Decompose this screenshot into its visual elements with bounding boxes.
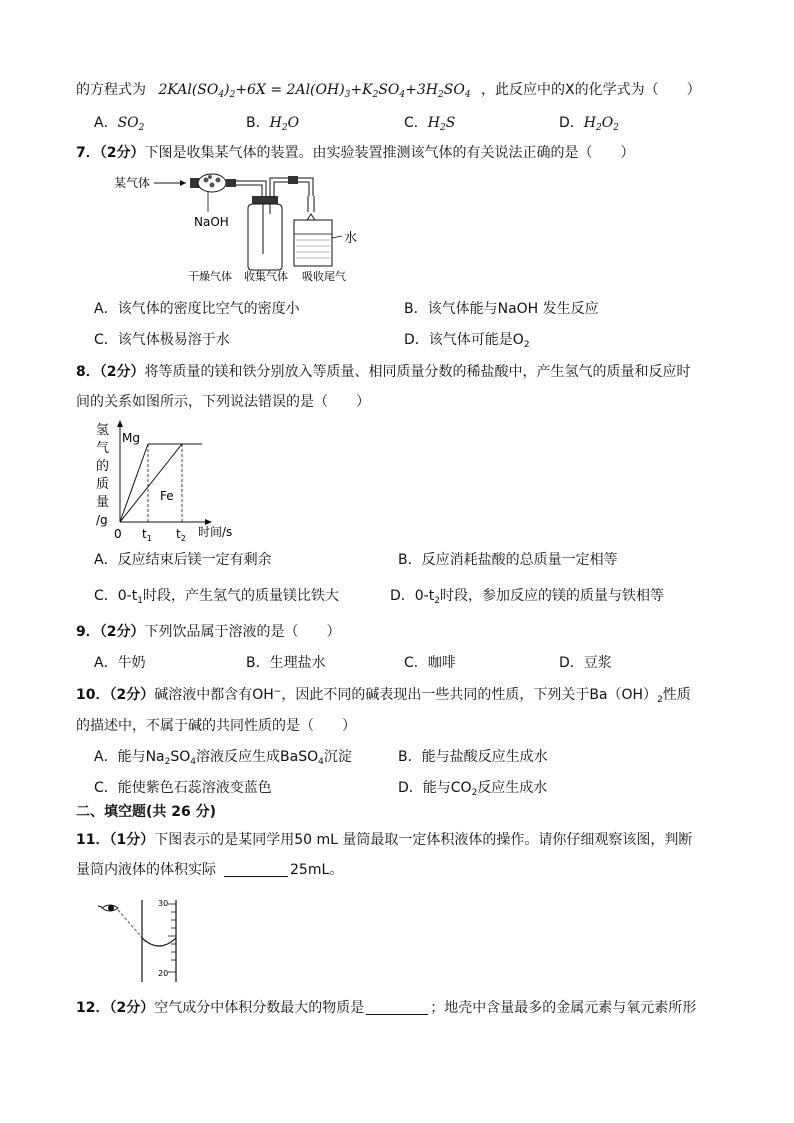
- q7-stem: 7．（2分）下图是收集某气体的装置。由实验装置推测该气体的有关说法正确的是（ ）: [76, 145, 635, 161]
- q10-option-a: A．能与$Na_2SO_4$溶液反应生成BaSO$_4$沉淀: [94, 749, 352, 767]
- q7-option-a: A．该气体的密度比空气的密度小: [94, 301, 300, 317]
- ylabel-char-2: 气: [96, 441, 110, 456]
- ylabel-char-5: 量: [96, 495, 110, 510]
- xlabel: 时间/s: [198, 525, 233, 539]
- equation: $2KAl(SO_4)_2+6X = 2Al(OH)_3+K_2SO_4+3H_2SO_4$: [158, 82, 471, 100]
- q6-option-d: D．$H_2O_2$: [559, 115, 619, 133]
- q10-option-d: D．能与$CO_2$反应生成水: [398, 780, 548, 798]
- q9-option-b: B．生理盐水: [246, 655, 326, 671]
- q8-option-b: B．反应消耗盐酸的总质量一定相等: [398, 552, 618, 568]
- q8-option-c: C．$0-t_1$时段，产生氢气的质量镁比铁大: [94, 588, 339, 606]
- scale-bottom: 20: [158, 969, 169, 978]
- gas-collection-apparatus: [108, 168, 368, 284]
- q6-equation-line: 的方程式为 $2KAl(SO_4)_2+6X = 2Al(OH)_3+K_2SO_4+3H_2SO_4$ ，此反应中的X的化学式为（ ）: [76, 82, 701, 100]
- graduated-cylinder-figure: [96, 896, 192, 984]
- q12-stem: 12．（2分）空气成分中体积分数最大的物质是 ；地壳中含量最多的金属元素与氧元素所形: [76, 1000, 697, 1016]
- q9-option-c: C．咖啡: [404, 655, 456, 671]
- q6-option-b: B．$H_2O$: [246, 115, 300, 133]
- ylabel-char-6: /g: [96, 513, 108, 527]
- ylabel-char-1: 氢: [96, 423, 110, 438]
- section-title: 二、填空题(共 26 分): [76, 804, 217, 820]
- mg-line: [120, 444, 148, 522]
- hydrogen-time-graph: [90, 418, 250, 544]
- label-dry: 干燥气体: [188, 270, 232, 283]
- label-absorb: 吸收尾气: [302, 270, 346, 283]
- q6-option-c: C．$H_2S$: [404, 115, 456, 133]
- q9-option-a: A．牛奶: [94, 655, 146, 671]
- naoh-label: NaOH: [194, 215, 229, 229]
- q11-stem-line2: 量筒内液体的体积实际 25mL。: [76, 862, 344, 878]
- q7-option-b: B．该气体能与NaOH 发生反应: [404, 301, 599, 317]
- q10-option-c: C．能使紫色石蕊溶液变蓝色: [94, 780, 272, 796]
- q11-stem-line1: 11．（1分）下图表示的是某同学用50 mL 量筒最取一定体积液体的操作。请你仔细观察该图，判断: [76, 832, 693, 848]
- answer-blank[interactable]: [224, 862, 288, 877]
- q9-option-d: D．豆浆: [559, 655, 612, 671]
- origin-label: 0: [114, 527, 122, 541]
- q8-option-d: D．$0-t_2$时段，参加反应的镁的质量与铁相等: [390, 588, 664, 606]
- t1-label: $t_1$: [142, 527, 152, 543]
- q10-stem-line1: 10．（2分）碱溶液中都含有OH−，因此不同的碱表现出一些共同的性质，下列关于$Ba(OH)_2$性质: [76, 687, 691, 705]
- label-collect: 收集气体: [244, 270, 288, 283]
- q10-stem-line2: 的描述中，不属于碱的共同性质的是（ ）: [76, 718, 356, 734]
- gas-in-label: 某气体: [114, 176, 151, 190]
- q7-option-d: D．该气体可能是$O_2$: [404, 332, 530, 350]
- q8-option-a: A．反应结束后镁一定有剩余: [94, 552, 272, 568]
- q8-stem-line1: 8．（2分）将等质量的镁和铁分别放入等质量、相同质量分数的稀盐酸中，产生氢气的质量和反应时: [76, 364, 691, 380]
- answer-blank[interactable]: [366, 1000, 428, 1015]
- t2-label: $t_2$: [176, 527, 186, 543]
- q7-option-c: C．该气体极易溶于水: [94, 332, 230, 348]
- fe-line: [120, 444, 182, 522]
- q10-option-b: B．能与盐酸反应生成水: [398, 749, 548, 765]
- mg-label: Mg: [122, 431, 140, 445]
- water-label: 水: [344, 231, 358, 246]
- q9-stem: 9．（2分）下列饮品属于溶液的是（ ）: [76, 624, 341, 640]
- ylabel-char-4: 质: [96, 477, 110, 492]
- ylabel-char-3: 的: [96, 459, 110, 474]
- fe-label: Fe: [160, 489, 174, 503]
- scale-top: 30: [158, 899, 169, 908]
- q8-stem-line2: 间的关系如图所示，下列说法错误的是（ ）: [76, 394, 370, 410]
- q6-option-a: A．$SO_2$: [94, 115, 145, 133]
